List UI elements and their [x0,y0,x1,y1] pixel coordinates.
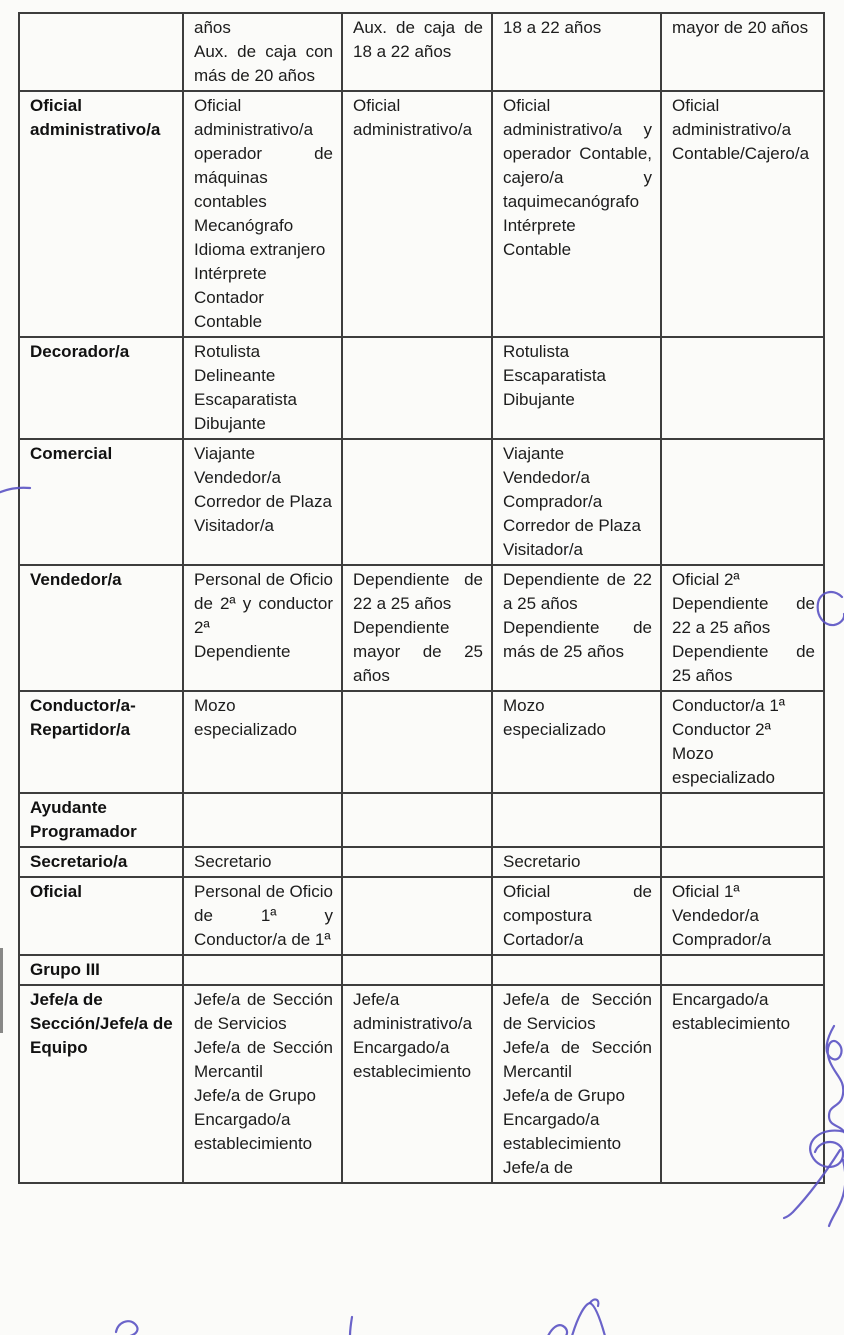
category-cell [19,793,183,847]
equivalents-cell [661,13,824,91]
equivalent-item: Escaparatista [194,390,297,409]
equivalents-cell [661,847,824,877]
equivalent-item: Contable/Cajero/a [672,144,810,163]
table-row [19,691,824,793]
equivalent-item: Viajante [503,444,565,463]
equivalent-item: Oficial administrativo/a [353,96,473,139]
category-cell [19,91,183,337]
equivalent-item: Dibujante [503,390,575,409]
equivalent-item: 18 a 22 años [503,18,602,37]
table-row [19,13,824,91]
equivalents-cell [342,439,492,565]
equivalent-item: Contador [194,288,264,307]
equivalent-item: Personal de Oficio de 2ª y conductor 2ª [194,570,333,637]
equivalent-item: Vendedor/a [194,468,281,487]
category-label: Oficial [30,882,82,901]
equivalent-item: Escaparatista [503,366,606,385]
equivalent-item: Dibujante [194,414,266,433]
table-row [19,955,824,985]
category-label: Decorador/a [30,342,130,361]
equivalent-item: Aux. de caja de 18 a 22 años [353,18,483,61]
equivalents-cell [492,439,661,565]
equivalent-item: Dependiente de más de 25 años [503,618,652,661]
category-cell [19,985,183,1183]
table-row [19,337,824,439]
equivalents-cell [183,565,342,691]
equivalent-item: Oficial 1ª [672,882,740,901]
equivalent-item: Jefe/a de Sección de Servicios [194,990,333,1033]
equivalents-cell [661,793,824,847]
category-label: Grupo III [30,960,100,979]
table-row [19,877,824,955]
equivalent-item: Jefe/a de [503,1158,573,1177]
equivalent-item: Rotulista [194,342,261,361]
equivalents-cell [661,985,824,1183]
equivalents-cell [492,847,661,877]
equivalent-item: Corredor de Plaza [194,492,332,511]
equivalent-item: Dependiente [194,642,291,661]
equivalent-item: Oficial administrativo/a [672,96,792,139]
equivalent-item: Jefe/a de Grupo [194,1086,316,1105]
equivalent-item: Aux. de caja con más de 20 años [194,42,333,85]
equivalent-item: Dependiente mayor de 25 años [353,618,483,685]
equivalent-item: Mozo especializado [194,696,298,739]
equivalent-item: Viajante [194,444,256,463]
equivalent-item: Rotulista [503,342,570,361]
equivalents-cell [661,91,824,337]
equivalent-item: Dependiente de 22 a 25 años [503,570,652,613]
equivalent-item: Oficial administrativo/a operador de máquinas contables [194,96,333,211]
equivalents-cell [183,955,342,985]
category-label: Secretario/a [30,852,128,871]
equivalent-item: Contable [503,240,572,259]
equivalent-item: Encargado/a establecimiento [503,1110,622,1153]
category-cell [19,439,183,565]
table-row [19,565,824,691]
equivalent-item: Delineante [194,366,276,385]
equivalents-cell [492,565,661,691]
equivalent-item: Visitador/a [194,516,275,535]
equivalent-item: Secretario [194,852,272,871]
equivalent-item: Comprador/a [672,930,772,949]
equivalents-cell [342,847,492,877]
equivalents-cell [183,13,342,91]
equivalents-cell [661,691,824,793]
equivalent-item: Conductor 2ª [672,720,771,739]
equivalents-cell [661,877,824,955]
equivalence-table [18,12,825,1184]
equivalent-item: Encargado/a establecimiento [672,990,791,1033]
category-cell [19,847,183,877]
equivalents-cell [342,337,492,439]
equivalents-cell [661,565,824,691]
equivalent-item: Jefe/a administrativo/a [353,990,473,1033]
equivalent-item: Mozo especializado [503,696,607,739]
equivalent-item: Encargado/a establecimiento [194,1110,313,1153]
equivalent-item: mayor de 20 años [672,18,809,37]
category-cell [19,13,183,91]
equivalents-cell [183,439,342,565]
equivalent-item: Contable [194,312,263,331]
equivalents-cell [342,985,492,1183]
equivalent-item: Oficial administrativo/a y operador Contable, cajero/a y taquimecanógrafo [503,96,652,211]
equivalents-cell [342,955,492,985]
equivalent-item: Vendedor/a [503,468,590,487]
bottom-pen-tick [350,1317,352,1335]
equivalents-cell [492,877,661,955]
equivalents-cell [183,691,342,793]
category-cell [19,337,183,439]
equivalent-item: Secretario [503,852,581,871]
category-label: Jefe/a de Sección/Jefe/a de Equipo [30,990,173,1057]
equivalent-item: Visitador/a [503,540,584,559]
equivalents-cell [342,565,492,691]
equivalents-cell [492,955,661,985]
table-row [19,439,824,565]
equivalent-item: Comprador/a [503,492,603,511]
equivalent-item: Jefe/a de Sección Mercantil [194,1038,333,1081]
category-label: Comercial [30,444,113,463]
category-label: Oficial administrativo/a [30,96,161,139]
bottom-pen-scribble [548,1299,605,1335]
equivalent-item: Oficial 2ª [672,570,740,589]
equivalents-cell [342,793,492,847]
equivalent-item: Idioma extranjero [194,240,326,259]
equivalents-cell [183,91,342,337]
equivalents-cell [492,91,661,337]
category-label: Vendedor/a [30,570,122,589]
equivalents-cell [492,691,661,793]
table-row [19,985,824,1183]
equivalents-cell [342,691,492,793]
category-cell [19,691,183,793]
equivalents-cell [661,337,824,439]
equivalents-cell [492,793,661,847]
equivalents-cell [492,13,661,91]
equivalents-cell [661,955,824,985]
category-cell [19,877,183,955]
category-cell [19,565,183,691]
equivalence-table-body [19,13,824,1183]
equivalent-item: Mecanógrafo [194,216,294,235]
equivalent-item: Intérprete [194,264,267,283]
equivalents-cell [342,91,492,337]
category-label: Ayudante Programador [30,798,137,841]
equivalent-item: Personal de Oficio de 1ª y Conductor/a de 1ª [194,882,333,949]
equivalents-cell [183,793,342,847]
equivalents-cell [342,877,492,955]
equivalents-cell [342,13,492,91]
equivalents-cell [183,847,342,877]
equivalent-item: Cortador/a [503,930,584,949]
equivalent-item: Jefe/a de Sección de Servicios [503,990,652,1033]
equivalent-item: Conductor/a 1ª [672,696,786,715]
equivalent-item: Corredor de Plaza [503,516,641,535]
equivalent-item: Dependiente de 22 a 25 años [672,594,815,637]
equivalent-item: Intérprete [503,216,576,235]
equivalents-cell [183,337,342,439]
table-row [19,847,824,877]
table-row [19,91,824,337]
equivalent-item: Jefe/a de Sección Mercantil [503,1038,652,1081]
equivalent-item: Mozo especializado [672,744,776,787]
equivalent-item: Dependiente de 22 a 25 años [353,570,483,613]
equivalents-cell [492,337,661,439]
table-row [19,793,824,847]
equivalent-item: Oficial de compostura [503,882,652,925]
equivalent-item: Jefe/a de Grupo [503,1086,625,1105]
category-label: Conductor/a-Repartidor/a [30,696,136,739]
equivalent-item: Vendedor/a [672,906,759,925]
scan-edge-artifact [0,948,3,1033]
equivalent-item: Dependiente de 25 años [672,642,815,685]
category-cell [19,955,183,985]
equivalents-cell [492,985,661,1183]
equivalents-cell [183,985,342,1183]
equivalents-cell [183,877,342,955]
bottom-pen-loop [116,1321,137,1335]
equivalent-item: Encargado/a establecimiento [353,1038,472,1081]
equivalents-cell [661,439,824,565]
equivalent-item: años [194,18,231,37]
